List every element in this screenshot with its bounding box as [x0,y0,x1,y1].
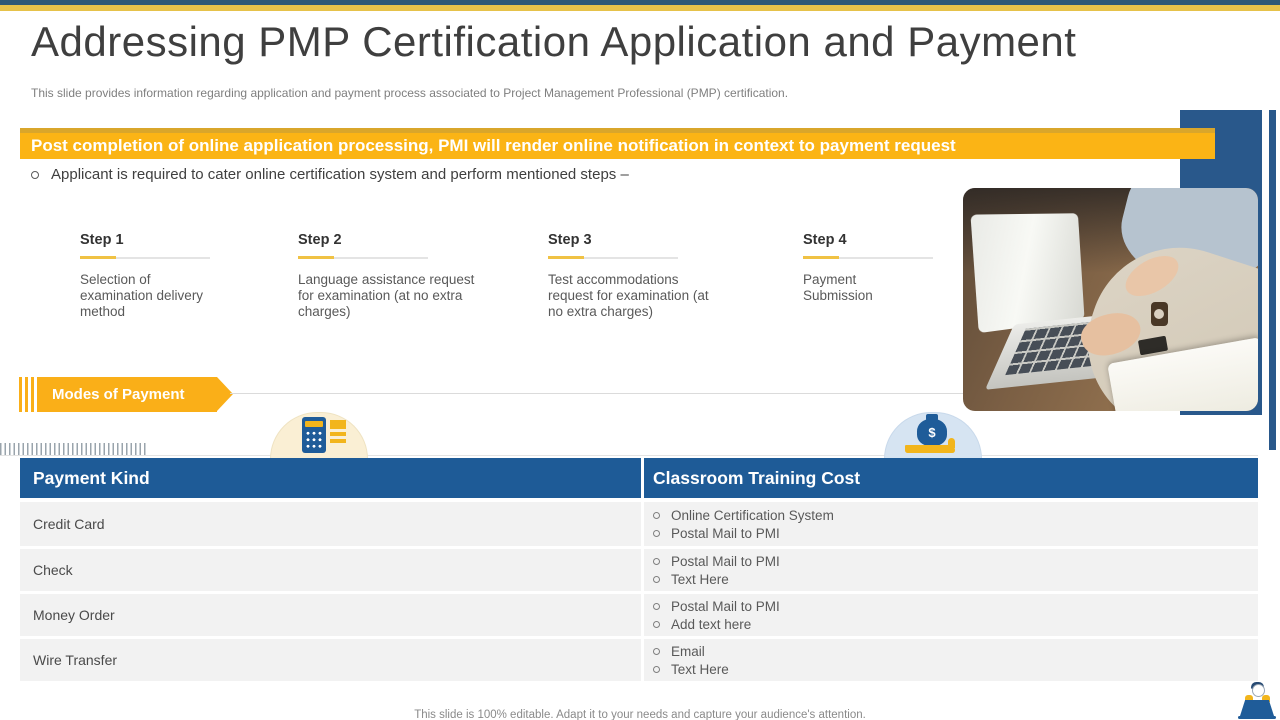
step-4-text: Payment Submission [803,272,873,303]
circle-bullet-icon [653,576,660,583]
circle-bullet-icon [653,648,660,655]
circle-bullet-icon [653,512,660,519]
step-2 [298,232,476,320]
step-4 [803,232,903,304]
photo-laptop-screen [970,213,1084,333]
circle-bullet-icon [653,666,660,673]
step-2-label: Step 2 [298,232,342,248]
table-row-money-order: Money Order [20,594,641,636]
modes-of-payment-ribbon [37,377,217,412]
table-header-training-cost: Classroom Training Cost [644,458,1258,498]
circle-bullet-icon [653,621,660,628]
presenter-at-laptop-icon [1238,682,1276,719]
step-1-text: Selection of examination delivery method [80,272,204,319]
list-item: Online Certification System [653,508,1258,523]
step-underline [548,257,678,259]
step-1 [80,232,214,320]
step-underline [803,257,933,259]
table-row-check-items [644,549,1258,591]
calculator-keys [305,430,323,450]
top-yellow-strip [0,5,1280,11]
calculator-screen [305,421,323,427]
page-title: Addressing PMP Certification Application and Payment [31,18,1077,65]
table-row-money-order-items [644,594,1258,636]
receipt-line-icon [330,439,346,443]
step-4-label: Step 4 [803,232,847,248]
circle-bullet-icon [653,558,660,565]
receipt-line-icon [330,432,346,436]
receipt-line-icon [330,420,346,429]
ribbon-tail-line [230,393,963,394]
list-item: Postal Mail to PMI [653,526,1258,541]
table-row-wire-transfer-items [644,639,1258,681]
ribbon-arrow-tip [217,377,233,411]
circle-bullet-icon [653,530,660,537]
list-item: Add text here [653,617,1258,632]
table-header-payment-kind: Payment Kind [20,458,641,498]
presenter-laptop-base [1238,716,1276,719]
circle-bullet-icon [31,171,39,179]
money-bag-in-hand-icon: $ [917,419,947,446]
step-3 [548,232,726,320]
ribbon-stripes [19,377,34,412]
right-edge-bar [1269,110,1276,450]
list-item: Text Here [653,572,1258,587]
photo-watch-face [1154,309,1164,319]
list-item: Postal Mail to PMI [653,599,1258,614]
table-row-wire-transfer: Wire Transfer [20,639,641,681]
modes-of-payment-label: Modes of Payment [52,386,185,403]
step-3-text: Test accommodations request for examination (at no extra charges) [548,272,709,319]
table-row-check: Check [20,549,641,591]
list-item: Text Here [653,662,1258,677]
table-row-credit-card: Credit Card [20,502,641,546]
slide-subtitle: This slide provides information regarding application and payment process associated to Project Management Professional (PMP) certification. [31,86,789,100]
step-2-text: Language assistance request for examination (at no extra charges) [298,272,475,319]
intro-bullet-text: Applicant is required to cater online certification system and perform mentioned steps – [51,166,629,183]
divider-line [0,455,1258,456]
list-item: Email [653,644,1258,659]
step-underline [298,257,428,259]
step-1-label: Step 1 [80,232,124,248]
footer-note: This slide is 100% editable. Adapt it to your needs and capture your audience's attention. [414,708,866,720]
photo-person-typing-on-laptop [963,188,1258,411]
table-row-credit-card-items [644,502,1258,546]
presenter-laptop [1240,700,1274,716]
highlight-banner-text: Post completion of online application processing, PMI will render online notification in context to payment request [31,136,956,155]
step-underline [80,257,210,259]
highlight-banner [20,128,1215,159]
step-3-label: Step 3 [548,232,592,248]
intro-bullet-line [31,166,629,183]
hand-icon [905,445,955,453]
list-item: Postal Mail to PMI [653,554,1258,569]
circle-bullet-icon [653,603,660,610]
